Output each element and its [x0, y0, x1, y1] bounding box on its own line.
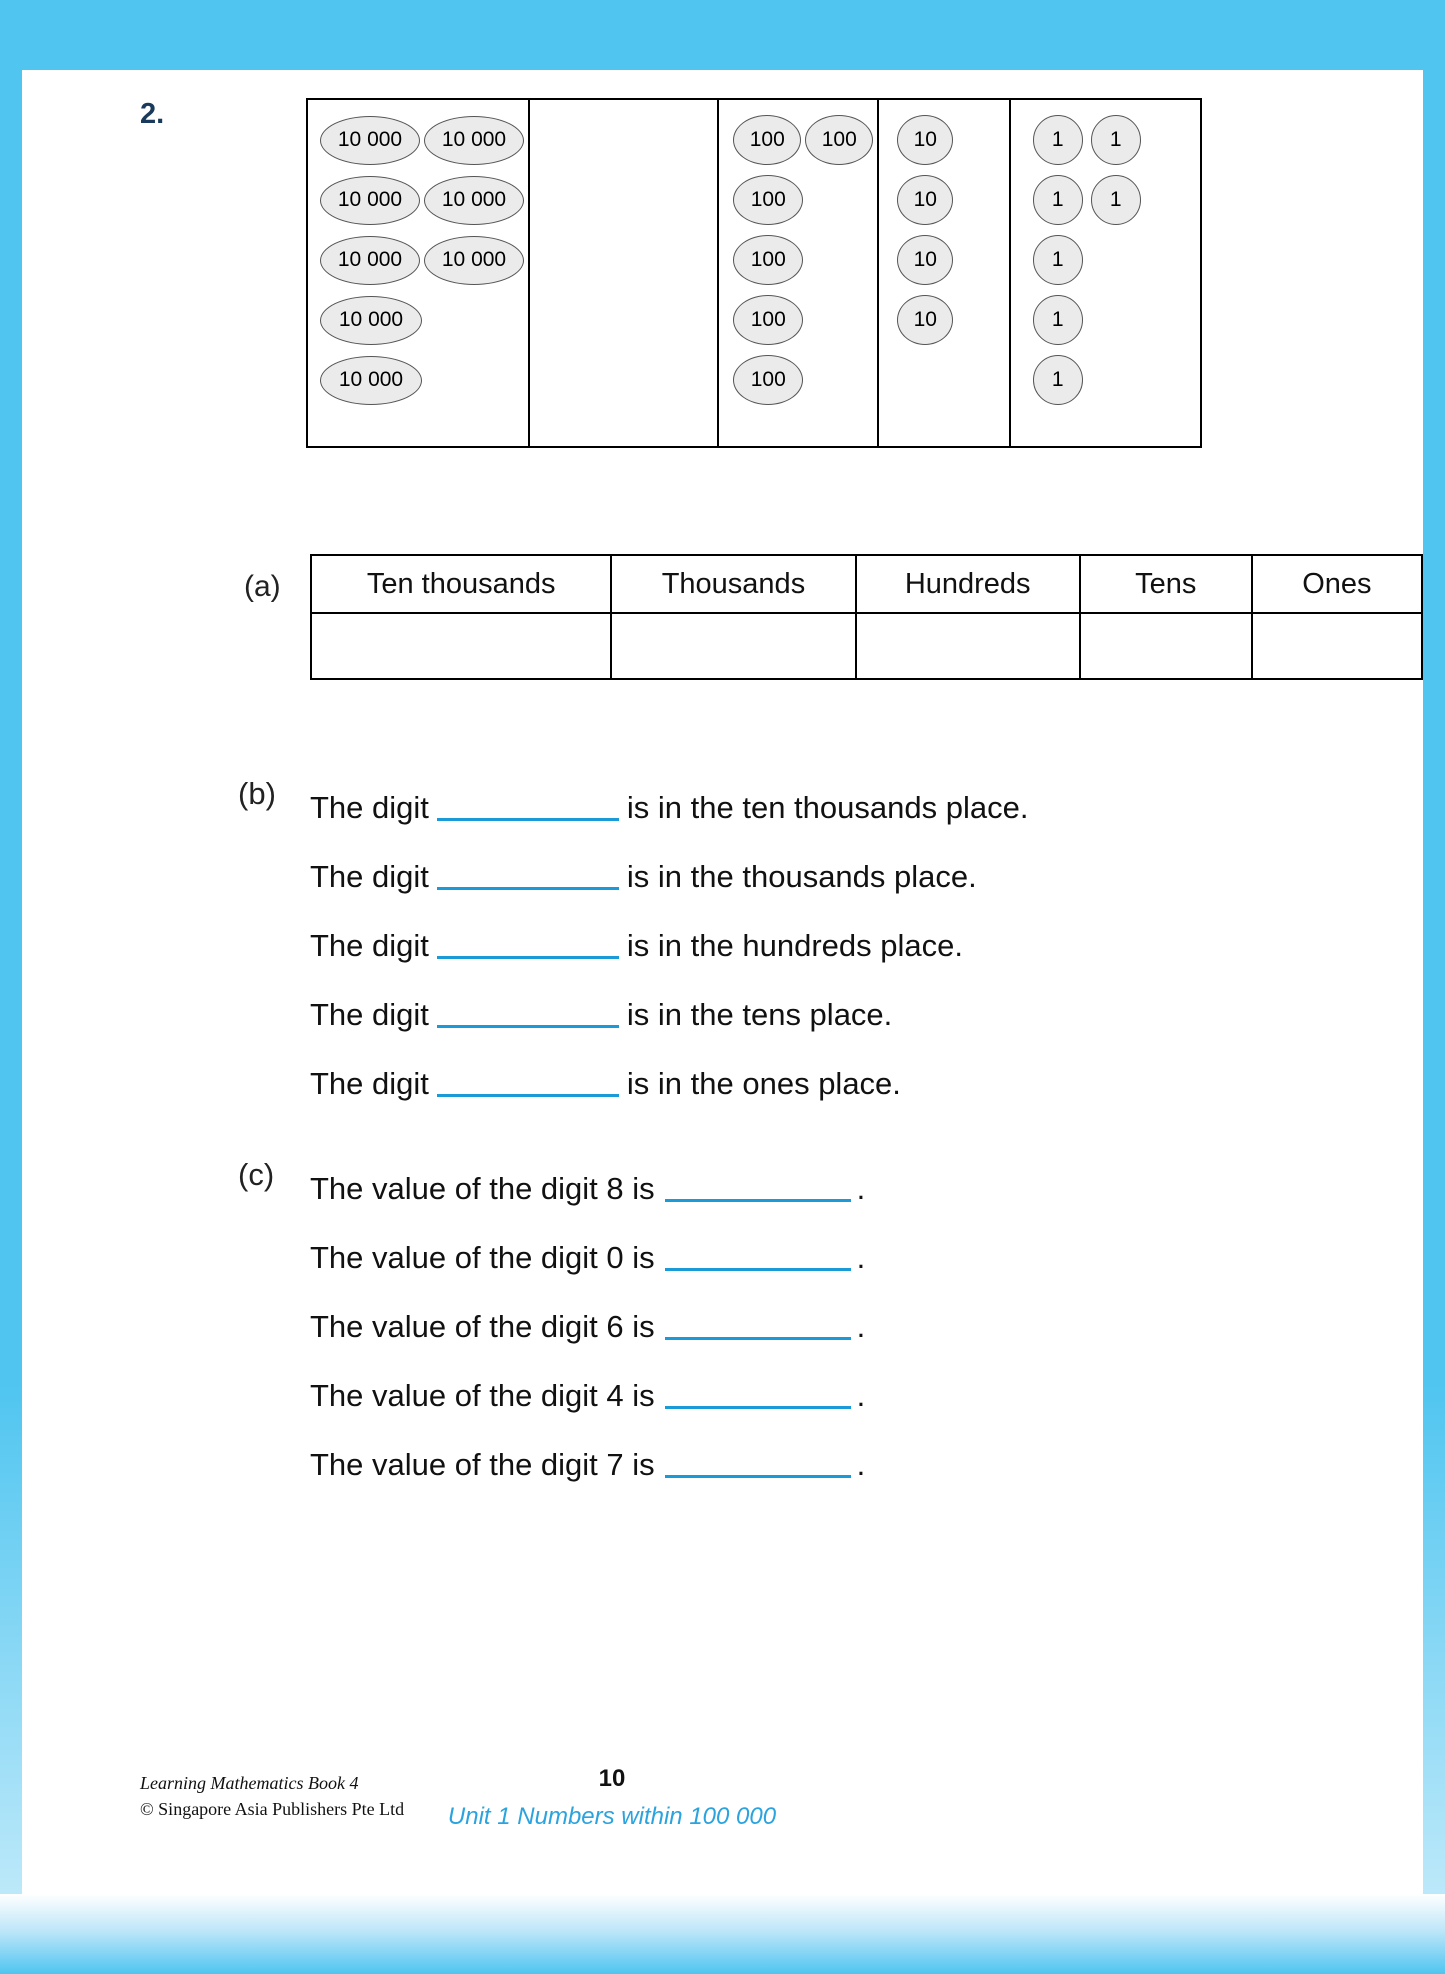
- page-border-bottom: [0, 1894, 1445, 1974]
- column-header-ones: Ones: [1252, 555, 1422, 613]
- disc-column-thousands: [530, 100, 719, 446]
- disc-column-hundreds: [719, 100, 879, 446]
- table-header-row: [311, 555, 1422, 613]
- copyright-notice: © Singapore Asia Publishers Pte Ltd: [140, 1799, 405, 1820]
- statement-value-digit-6: [310, 1292, 865, 1361]
- disc-row: [719, 170, 877, 230]
- disc-row: [308, 170, 528, 230]
- answer-blank[interactable]: [665, 1382, 851, 1409]
- column-header-thousands: Thousands: [611, 555, 855, 613]
- disc-ones: 1: [1033, 355, 1083, 405]
- disc-hundreds: 100: [733, 175, 803, 225]
- statement-suffix: is in the thousands place.: [626, 858, 977, 894]
- book-title: Learning Mathematics Book 4: [140, 1773, 359, 1793]
- disc-hundreds: 100: [733, 235, 803, 285]
- disc-row: [719, 350, 877, 410]
- table-row: [311, 613, 1422, 679]
- disc-ten-thousands: 10 000: [320, 176, 420, 225]
- statement-prefix: The value of the digit 0 is: [310, 1239, 655, 1275]
- statement-prefix: The value of the digit 7 is: [310, 1446, 655, 1482]
- statement-value-digit-4: [310, 1361, 865, 1430]
- answer-cell-ones[interactable]: [1252, 613, 1422, 679]
- answer-blank[interactable]: [665, 1313, 851, 1340]
- page-number: 10: [598, 1765, 626, 1792]
- disc-ten-thousands: 10 000: [424, 236, 524, 285]
- statement-prefix: The value of the digit 4 is: [310, 1377, 655, 1413]
- disc-hundreds: 100: [733, 115, 801, 165]
- column-header-ten-thousands: Ten thousands: [311, 555, 611, 613]
- disc-ten-thousands: 10 000: [320, 236, 420, 285]
- statement-suffix: is in the tens place.: [626, 996, 893, 1032]
- disc-ones: 1: [1033, 235, 1083, 285]
- disc-column-ones: [1011, 100, 1200, 446]
- answer-cell-thousands[interactable]: [611, 613, 855, 679]
- disc-ones: 1: [1033, 295, 1083, 345]
- disc-ten-thousands: 10 000: [320, 116, 420, 165]
- disc-row: [719, 110, 877, 170]
- disc-hundreds: 100: [805, 115, 873, 165]
- statement-hundreds-place: [310, 911, 1028, 980]
- disc-row: [308, 350, 528, 410]
- disc-row: [1011, 230, 1200, 290]
- disc-tens: 10: [897, 175, 953, 225]
- answer-blank[interactable]: [437, 794, 619, 821]
- disc-ones: 1: [1033, 175, 1083, 225]
- statement-prefix: The value of the digit 8 is: [310, 1170, 655, 1206]
- answer-blank[interactable]: [437, 1001, 619, 1028]
- answer-blank[interactable]: [665, 1451, 851, 1478]
- answer-cell-tens[interactable]: [1080, 613, 1252, 679]
- disc-row: [308, 110, 528, 170]
- statement-value-digit-0: [310, 1223, 865, 1292]
- part-a-label: (a): [244, 570, 281, 603]
- disc-row: [719, 230, 877, 290]
- statement-tens-place: [310, 980, 1028, 1049]
- place-value-disc-diagram: [306, 98, 1202, 448]
- statement-suffix: .: [856, 1239, 866, 1275]
- answer-cell-hundreds[interactable]: [856, 613, 1080, 679]
- disc-row: [719, 290, 877, 350]
- disc-row: [879, 290, 1008, 350]
- part-b-label: (b): [238, 776, 276, 811]
- statement-prefix: The digit: [310, 789, 429, 825]
- statement-prefix: The digit: [310, 927, 429, 963]
- statement-suffix: is in the hundreds place.: [626, 927, 963, 963]
- disc-tens: 10: [897, 295, 953, 345]
- disc-hundreds: 100: [733, 295, 803, 345]
- statement-ten-thousands-place: [310, 773, 1028, 842]
- disc-row: [879, 230, 1008, 290]
- part-c-statements: [310, 1154, 865, 1499]
- column-header-hundreds: Hundreds: [856, 555, 1080, 613]
- disc-ten-thousands: 10 000: [320, 296, 422, 345]
- answer-blank[interactable]: [437, 932, 619, 959]
- disc-ten-thousands: 10 000: [424, 116, 524, 165]
- answer-cell-ten-thousands[interactable]: [311, 613, 611, 679]
- disc-row: [1011, 350, 1200, 410]
- part-b-statements: [310, 773, 1028, 1118]
- answer-blank[interactable]: [437, 1070, 619, 1097]
- disc-row: [879, 110, 1008, 170]
- statement-prefix: The digit: [310, 996, 429, 1032]
- statement-value-digit-8: [310, 1154, 865, 1223]
- disc-ones: 1: [1033, 115, 1083, 165]
- disc-row: [308, 230, 528, 290]
- statement-prefix: The digit: [310, 858, 429, 894]
- disc-ten-thousands: 10 000: [320, 356, 422, 405]
- disc-row: [1011, 110, 1200, 170]
- disc-ones: 1: [1091, 175, 1141, 225]
- answer-blank[interactable]: [437, 863, 619, 890]
- disc-row: [1011, 290, 1200, 350]
- column-header-tens: Tens: [1080, 555, 1252, 613]
- disc-row: [879, 350, 1008, 410]
- statement-suffix: is in the ten thousands place.: [626, 789, 1029, 825]
- statement-suffix: .: [856, 1377, 866, 1413]
- statement-suffix: .: [856, 1308, 866, 1344]
- unit-title: Unit 1 Numbers within 100 000: [447, 1803, 777, 1830]
- disc-tens: 10: [897, 235, 953, 285]
- disc-row: [308, 290, 528, 350]
- page-border-left: [0, 0, 22, 1974]
- answer-blank[interactable]: [665, 1244, 851, 1271]
- statement-prefix: The digit: [310, 1065, 429, 1101]
- statement-suffix: .: [856, 1446, 866, 1482]
- statement-suffix: .: [856, 1170, 866, 1206]
- disc-tens: 10: [897, 115, 953, 165]
- disc-row: [1011, 170, 1200, 230]
- disc-row: [879, 170, 1008, 230]
- statement-thousands-place: [310, 842, 1028, 911]
- disc-column-ten-thousands: [308, 100, 530, 446]
- disc-ones: 1: [1091, 115, 1141, 165]
- place-value-table: [310, 554, 1423, 680]
- statement-value-digit-7: [310, 1430, 865, 1499]
- disc-hundreds: 100: [733, 355, 803, 405]
- statement-suffix: is in the ones place.: [626, 1065, 901, 1101]
- worksheet-content: [22, 70, 1423, 1900]
- page-border-right: [1423, 0, 1445, 1974]
- disc-column-tens: [879, 100, 1010, 446]
- page-border-top: [0, 0, 1445, 70]
- question-number: 2.: [140, 98, 165, 130]
- statement-prefix: The value of the digit 6 is: [310, 1308, 655, 1344]
- part-c-label: (c): [238, 1157, 275, 1192]
- disc-ten-thousands: 10 000: [424, 176, 524, 225]
- answer-blank[interactable]: [665, 1175, 851, 1202]
- statement-ones-place: [310, 1049, 1028, 1118]
